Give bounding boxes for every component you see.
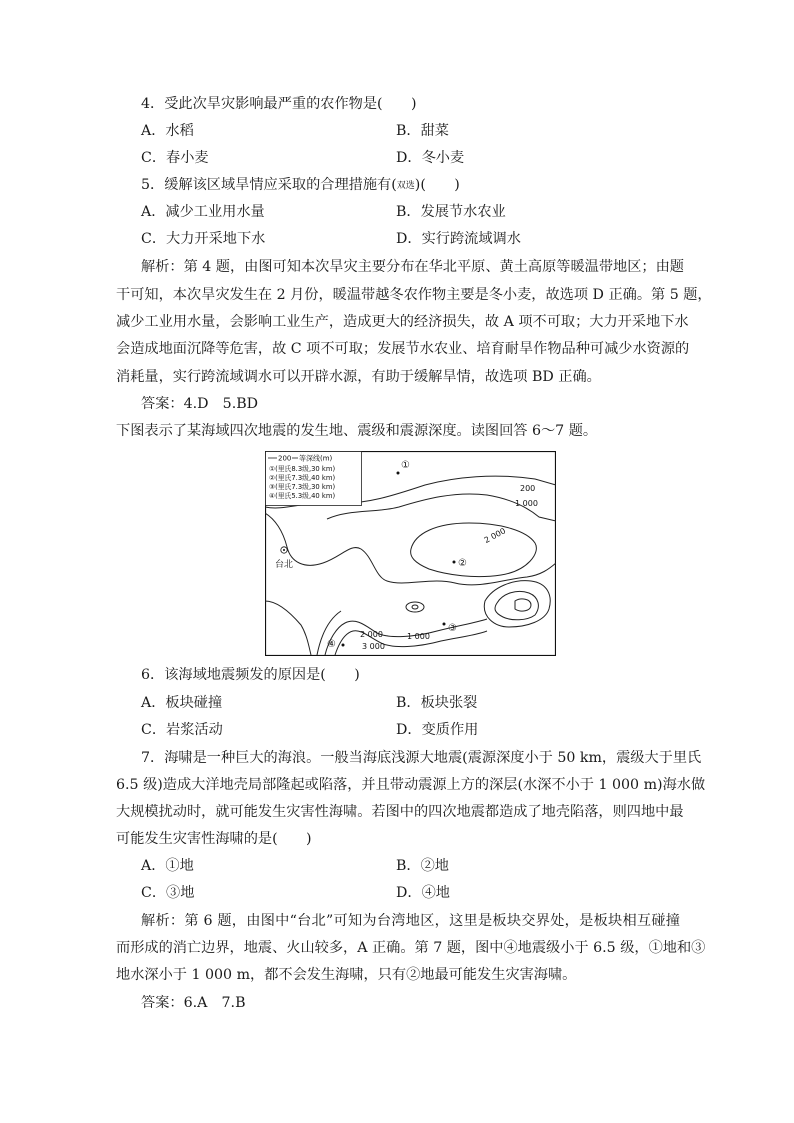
analysis-1-line-4: 会造成地面沉降等危害，故 C 项不可取；发展节水农业、培育耐旱作物品种可减少水资源的 [116,341,690,357]
question-7-line-4: 可能发生灾害性海啸的是( ) [116,831,312,847]
q5-stem-end: )( ) [414,177,460,193]
quake-4-label: ④ [327,639,336,650]
earthquake-map [265,451,556,656]
q6-option-b: B．板块张裂 [396,695,478,711]
q5-option-a: A．减少工业用水量 [141,204,265,220]
q4-option-a: A．水稻 [141,123,194,139]
analysis-2-line-1: 解析：第 6 题，由图中“台北”可知为台湾地区，这里是板块交界处，是板块相互碰撞 [141,913,680,929]
question-7-line-1: 7．海啸是一种巨大的海浪。一般当海底浅源大地震(震源深度小于 50 km，震级大于里氏 [141,750,702,766]
analysis-2-line-2: 而形成的消亡边界，地震、火山较多，A 正确。第 7 题，图中④地震级小于 6.5 级，①地和③ [116,940,706,956]
legend-sample: 200 [278,454,292,463]
legend-item-1: ①(里氏8.3级,30 km) [269,465,336,473]
question-4-stem: 4．受此次旱灾影响最严重的农作物是( ) [141,96,417,112]
quake-2-dot [453,561,456,564]
question-6-stem: 6．该海域地震频发的原因是( ) [141,667,360,683]
city-label: 台北 [275,560,294,570]
legend [266,452,362,506]
city-marker-dot [283,549,285,551]
q4-option-b: B．甜菜 [396,123,449,139]
analysis-1-line-5: 消耗量，实行跨流域调水可以开辟水源，有助于缓解旱情，故选项 BD 正确。 [116,369,601,385]
q5-option-d: D．实行跨流域调水 [396,231,521,247]
q4-option-c: C．春小麦 [141,150,209,166]
figure-intro: 下图表示了某海域四次地震的发生地、震级和震源深度。读图回答 6～7 题。 [116,423,598,439]
q6-option-c: C．岩浆活动 [141,722,223,738]
q5-option-c: C．大力开采地下水 [141,231,266,247]
legend-item-3: ③(里氏7.3级,30 km) [269,483,336,491]
q7-option-b: B．②地 [396,858,449,874]
legend-item-2: ②(里氏7.3级,40 km) [269,474,336,482]
label-200: 200 [520,484,536,493]
q6-option-a: A．板块碰撞 [141,695,223,711]
label-2000-low: 2 000 [360,630,383,639]
quake-4-dot [342,644,345,647]
map-svg [265,451,556,656]
label-2000: 2 000 [482,526,508,545]
legend-item-4: ④(里氏5.3级,40 km) [269,492,336,500]
label-1000-mid: 1 000 [407,632,430,641]
question-7-line-3: 大规模扰动时，就可能发生灾害性海啸。若图中的四次地震都造成了地壳陷落，则四地中最 [116,804,684,820]
label-1000-top: 1 000 [515,499,538,508]
analysis-1-line-1: 解析：第 4 题，由图可知本次旱灾主要分布在华北平原、黄土高原等暖温带地区；由题 [141,259,684,275]
answer-4-5: 答案：4.D 5.BD [141,396,258,412]
analysis-1-line-3: 减少工业用水量，会影响工业生产，造成更大的经济损失，故 A 项不可取；大力开采地下水 [116,314,689,330]
q5-stem-tag: 双选 [396,181,415,191]
q6-option-d: D．变质作用 [396,722,479,738]
legend-title: 等深线(m) [299,454,333,463]
quake-3-dot [443,623,446,626]
label-3000: 3 000 [362,642,385,651]
analysis-1-line-2: 干可知，本次旱灾发生在 2 月份，暖温带越冬农作物主要是冬小麦，故选项 D 正确。第 5 题， [116,287,712,303]
analysis-2-line-3: 地水深小于 1 000 m，都不会发生海啸，只有②地最可能发生灾害海啸。 [116,967,577,983]
q5-stem-main: 5．缓解该区域旱情应采取的合理措施有( [141,177,397,193]
quake-3-label: ③ [448,623,457,634]
q7-option-d: D．④地 [396,885,450,901]
question-5-stem [141,175,460,196]
q4-option-d: D．冬小麦 [396,150,465,166]
quake-1-dot [397,472,400,475]
quake-1-label: ① [401,460,410,471]
q5-option-b: B．发展节水农业 [396,204,506,220]
q7-option-c: C．③地 [141,885,195,901]
q7-option-a: A．①地 [141,858,194,874]
quake-2-label: ② [458,558,467,569]
answer-6-7: 答案：6.A 7.B [141,995,246,1011]
question-7-line-2: 6.5 级)造成大洋地壳局部隆起或陷落，并且带动震源上方的深层(水深不小于 1 000 m)海水做 [116,777,706,793]
